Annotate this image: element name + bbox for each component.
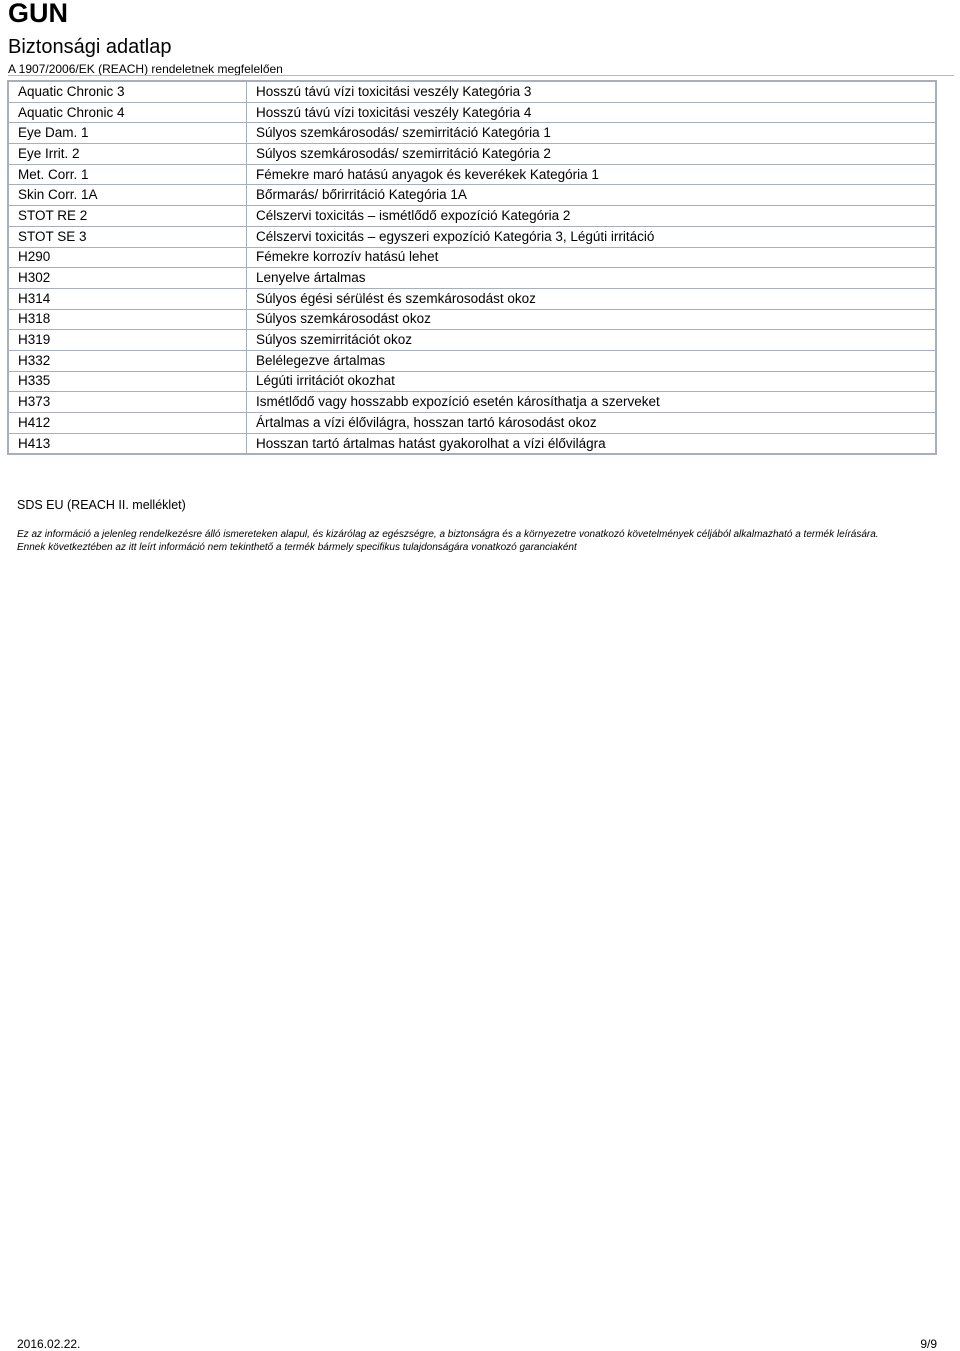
table-row	[9, 371, 936, 392]
table-row	[9, 123, 936, 144]
hazard-description-cell: Légúti irritációt okozhat	[247, 371, 936, 392]
hazard-description-cell: Lenyelve ártalmas	[247, 268, 936, 289]
table-row	[9, 144, 936, 165]
product-name: GUN	[8, 0, 68, 28]
hazard-code-cell: Eye Irrit. 2	[9, 144, 247, 165]
hazard-description-cell: Súlyos szemkárosodás/ szemirritáció Kategória 2	[247, 144, 936, 165]
hazard-code-cell: H314	[9, 288, 247, 309]
table-row	[9, 433, 936, 454]
hazard-code-cell: H290	[9, 247, 247, 268]
hazard-code-cell: STOT SE 3	[9, 226, 247, 247]
regulation-subtitle: A 1907/2006/EK (REACH) rendeletnek megfelelően	[8, 62, 283, 76]
hazard-description-cell: Bőrmarás/ bőrirritáció Kategória 1A	[247, 185, 936, 206]
table-row	[9, 206, 936, 227]
hazard-description-cell: Fémekre korrozív hatású lehet	[247, 247, 936, 268]
section-label: SDS EU (REACH II. melléklet)	[17, 498, 186, 512]
hazard-description-cell: Súlyos szemirritációt okoz	[247, 330, 936, 351]
hazard-code-cell: Aquatic Chronic 4	[9, 102, 247, 123]
hazard-code-cell: H318	[9, 309, 247, 330]
hazard-description-cell: Ismétlődő vagy hosszabb expozíció esetén károsíthatja a szerveket	[247, 392, 936, 413]
table-row	[9, 268, 936, 289]
document-title: Biztonsági adatlap	[8, 36, 172, 58]
table-row	[9, 288, 936, 309]
table-row	[9, 309, 936, 330]
hazard-code-cell: Eye Dam. 1	[9, 123, 247, 144]
hazard-code-cell: H412	[9, 413, 247, 434]
hazard-description-cell: Súlyos égési sérülést és szemkárosodást okoz	[247, 288, 936, 309]
hazard-description-cell: Ártalmas a vízi élővilágra, hosszan tartó károsodást okoz	[247, 413, 936, 434]
footer-page-number: 9/9	[920, 1337, 937, 1351]
hazard-code-cell: STOT RE 2	[9, 206, 247, 227]
table-row	[9, 102, 936, 123]
disclaimer-line-2: Ennek következtében az itt leírt információ nem tekinthető a termék bármely specifikus tulajdonságára vonatkozó garanciaként	[17, 541, 577, 553]
hazard-code-cell: H319	[9, 330, 247, 351]
hazard-code-cell: H335	[9, 371, 247, 392]
table-row	[9, 82, 936, 103]
table-row	[9, 392, 936, 413]
hazard-description-cell: Hosszú távú vízi toxicitási veszély Kategória 4	[247, 102, 936, 123]
hazard-table-frame	[7, 80, 937, 455]
hazard-code-cell: Skin Corr. 1A	[9, 185, 247, 206]
hazard-code-cell: H332	[9, 350, 247, 371]
table-row	[9, 226, 936, 247]
table-row	[9, 247, 936, 268]
table-row	[9, 164, 936, 185]
table-row	[9, 330, 936, 351]
hazard-description-cell: Belélegezve ártalmas	[247, 350, 936, 371]
hazard-description-cell: Súlyos szemkárosodást okoz	[247, 309, 936, 330]
hazard-description-cell: Súlyos szemkárosodás/ szemirritáció Kategória 1	[247, 123, 936, 144]
footer-date: 2016.02.22.	[17, 1337, 81, 1351]
document-header	[8, 0, 954, 76]
hazard-code-cell: H373	[9, 392, 247, 413]
hazard-description-cell: Hosszan tartó ártalmas hatást gyakorolhat a vízi élővilágra	[247, 433, 936, 454]
header-divider	[8, 75, 954, 76]
disclaimer-line-1: Ez az információ a jelenleg rendelkezésre álló ismereteken alapul, és kizárólag az egészségre, a biztonságra és a környezetre vonatkozó követelmények céljából alkalmazható a termék leírására.	[17, 529, 879, 540]
hazard-table-body	[9, 82, 936, 454]
hazard-code-cell: H302	[9, 268, 247, 289]
table-row	[9, 350, 936, 371]
disclaimer	[17, 529, 947, 554]
hazard-code-cell: Met. Corr. 1	[9, 164, 247, 185]
hazard-description-cell: Célszervi toxicitás – ismétlődő expozíció Kategória 2	[247, 206, 936, 227]
hazard-table	[8, 81, 936, 454]
hazard-code-cell: H413	[9, 433, 247, 454]
hazard-code-cell: Aquatic Chronic 3	[9, 82, 247, 103]
hazard-description-cell: Célszervi toxicitás – egyszeri expozíció Kategória 3, Légúti irritáció	[247, 226, 936, 247]
table-row	[9, 185, 936, 206]
hazard-description-cell: Fémekre maró hatású anyagok és keverékek Kategória 1	[247, 164, 936, 185]
hazard-description-cell: Hosszú távú vízi toxicitási veszély Kategória 3	[247, 82, 936, 103]
table-row	[9, 413, 936, 434]
